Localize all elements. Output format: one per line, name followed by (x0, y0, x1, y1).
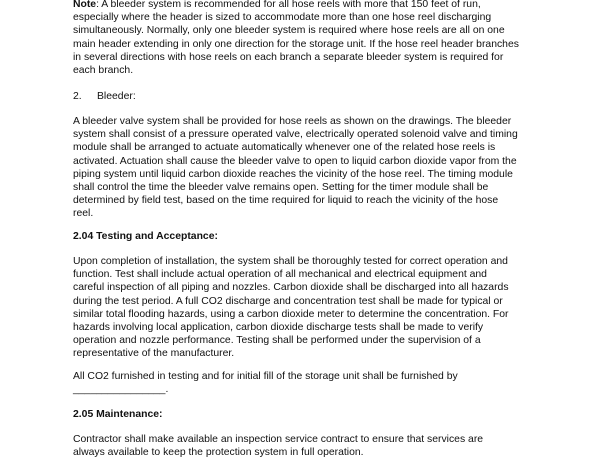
paragraph-line: module shall be arranged to actuate automatically whenever one of the related hose reels is (73, 142, 496, 154)
note-line: main header extending in only one direction for the storage unit. If the hose reel header branches (73, 38, 519, 50)
note-line: simultaneously. Normally, only one bleeder system is required where hose reels are all on one (73, 25, 505, 37)
furnish-paragraph (73, 370, 593, 396)
blank-fill-line: ________________. (73, 384, 169, 396)
item-2-heading (73, 90, 593, 103)
paragraph-line: A bleeder valve system shall be provided for hose reels as shown on the drawings. The bleeder (73, 116, 512, 127)
paragraph-line: All CO2 furnished in testing and for initial fill of the storage unit shall be furnished by (73, 371, 458, 382)
bleeder-paragraph (73, 115, 593, 221)
note-label: Note (73, 0, 97, 10)
paragraph-line: shall control the time the bleeder valve remains open. Setting for the timer module shall be (73, 181, 489, 193)
paragraph-line: operation and nozzle performance. Testing shall be performed under the supervision of a (73, 335, 481, 347)
paragraph-line: reel. (73, 208, 94, 220)
paragraph-line: hazards involving local application, carbon dioxide discharge tests shall be made to verify (73, 321, 484, 333)
paragraph-line: activated. Actuation shall cause the bleeder valve to open to liquid carbon dioxide vapor from the (73, 155, 517, 167)
note-paragraph (73, 0, 593, 77)
paragraph-line: system shall consist of a pressure operated valve, electrically operated solenoid valve and timing (73, 129, 518, 141)
paragraph-line: similar total flooding hazards, using a carbon dioxide meter to determine the concentration. For (73, 308, 509, 320)
maintenance-paragraph (73, 433, 593, 459)
section-heading-2-05: 2.05 Maintenance: (73, 409, 163, 420)
note-line: in several directions with hose reels on each branch a separate bleeder system is required for (73, 51, 504, 63)
paragraph-line: function. Test shall include actual operation of all mechanical and electrical equipment and (73, 269, 487, 281)
section-heading-2-04: 2.04 Testing and Acceptance: (73, 231, 218, 242)
paragraph-line: Upon completion of installation, the system shall be thoroughly tested for correct operation and (73, 256, 508, 267)
paragraph-line: Contractor shall make available an inspection service contract to ensure that services are (73, 434, 484, 445)
paragraph-line: during the test period. A full CO2 discharge and concentration test shall be made for typical or (73, 295, 503, 307)
item-number: 2. (73, 91, 82, 102)
note-line: especially where the header is sized to accommodate more than one hose reel discharging (73, 12, 492, 24)
paragraph-line: piping system until liquid carbon dioxide reaches the vicinity of the hose reel. The timing module (73, 168, 513, 180)
testing-paragraph (73, 255, 593, 361)
item-title: Bleeder: (97, 91, 136, 102)
note-line: each branch. (73, 64, 134, 76)
paragraph-line: always available to keep the protection system in full operation. (73, 447, 364, 459)
paragraph-line: careful inspection of all piping and nozzles. Carbon dioxide shall be discharged into all hazards (73, 282, 509, 294)
paragraph-line: determined by field test, based on the time required for liquid to reach the vicinity of the hose (73, 195, 499, 207)
paragraph-line: representative of the manufacturer. (73, 348, 235, 360)
note-line: Note: A bleeder system is recommended for all hose reels with more that 150 feet of run, (73, 0, 481, 10)
